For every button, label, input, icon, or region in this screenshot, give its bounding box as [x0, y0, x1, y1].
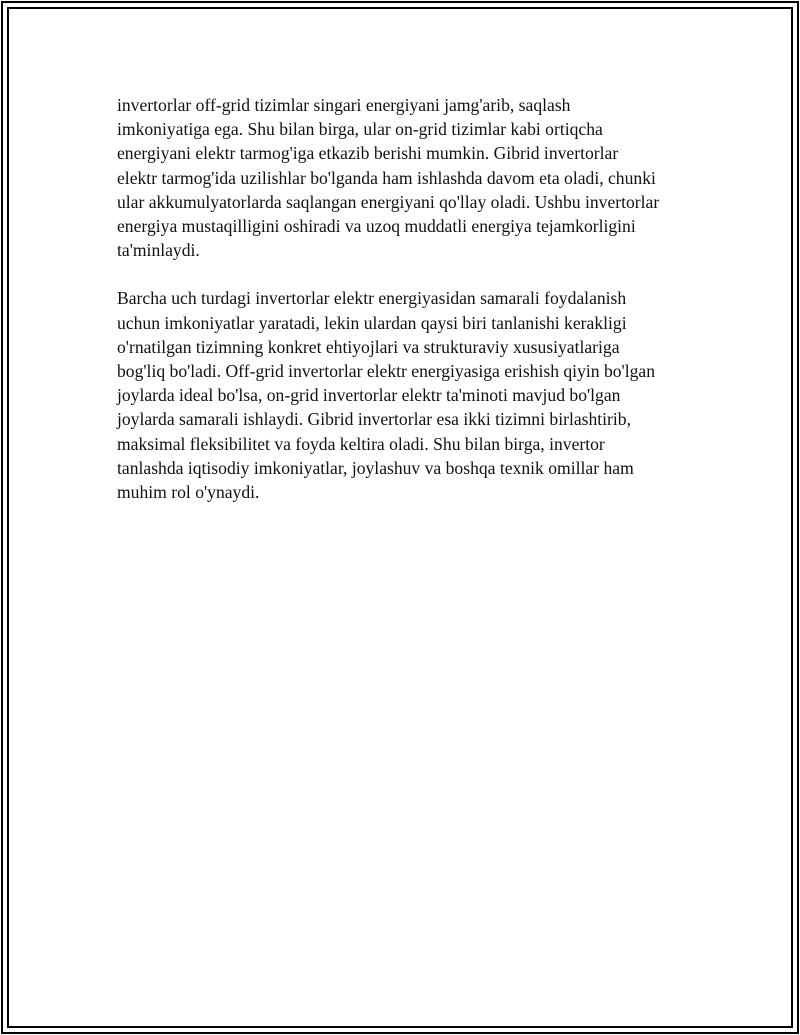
paragraph-hybrid-invertors	[117, 93, 697, 262]
paragraph-invertor-comparison	[117, 286, 697, 504]
text-line: bog'liq bo'ladi. Off-grid invertorlar elektr energiyasiga erishish qiyin bo'lgan	[117, 361, 656, 382]
text-line: joylarda samarali ishlaydi. Gibrid invertorlar esa ikki tizimni birlashtirib,	[117, 409, 631, 430]
text-line: tanlashda iqtisodiy imkoniyatlar, joylashuv va boshqa texnik omillar ham	[117, 457, 634, 478]
text-line: energiya mustaqilligini oshiradi va uzoq muddatli energiya tejamkorligini	[117, 216, 636, 237]
text-line: energiyani elektr tarmog'iga etkazib berishi mumkin. Gibrid invertorlar	[117, 143, 619, 164]
text-line: ular akkumulyatorlarda saqlangan energiyani qo'llay oladi. Ushbu invertorlar	[117, 191, 660, 212]
document-body	[117, 93, 697, 504]
text-line: invertorlar off-grid tizimlar singari energiyani jamg'arib, saqlash	[117, 95, 571, 115]
text-line: ta'minlaydi.	[117, 240, 200, 261]
text-line: joylarda ideal bo'lsa, on-grid invertorlar elektr ta'minoti mavjud bo'lgan	[117, 385, 621, 406]
text-line: maksimal fleksibilitet va foyda keltira oladi. Shu bilan birga, invertor	[117, 433, 605, 454]
text-line: imkoniyatiga ega. Shu bilan birga, ular on-grid tizimlar kabi ortiqcha	[117, 119, 603, 140]
text-line: muhim rol o'ynaydi.	[117, 482, 260, 503]
text-line: uchun imkoniyatlar yaratadi, lekin ulardan qaysi biri tanlanishi kerakligi	[117, 312, 627, 333]
text-line: elektr tarmog'ida uzilishlar bo'lganda ham ishlashda davom eta oladi, chunki	[117, 167, 656, 188]
text-line: Barcha uch turdagi invertorlar elektr energiyasidan samarali foydalanish	[117, 288, 627, 309]
text-line: o'rnatilgan tizimning konkret ehtiyojlari va strukturaviy xususiyatlariga	[117, 336, 620, 357]
